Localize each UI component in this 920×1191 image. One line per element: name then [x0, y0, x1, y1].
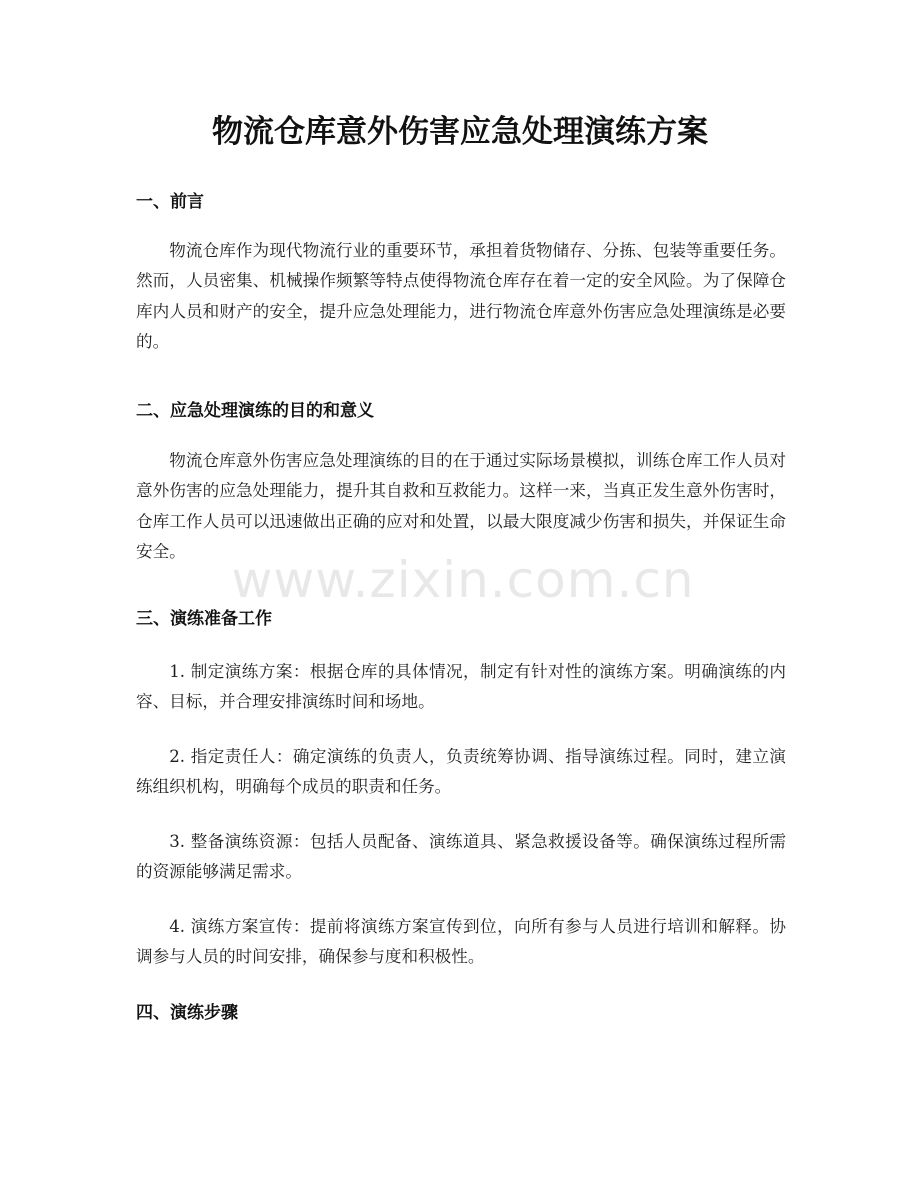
- list-item-preparation-1: 1. 制定演练方案：根据仓库的具体情况，制定有针对性的演练方案。明确演练的内容、目标，并合理安排演练时间和场地。: [136, 662, 786, 712]
- section-heading-preparation: 三、演练准备工作: [136, 609, 272, 629]
- list-item-preparation-4: 4. 演练方案宣传：提前将演练方案宣传到位，向所有参与人员进行培训和解释。协调参与人员的时间安排，确保参与度和积极性。: [136, 917, 786, 967]
- section-heading-preface: 一、前言: [136, 192, 204, 212]
- section-heading-purpose: 二、应急处理演练的目的和意义: [136, 401, 374, 421]
- list-item-preparation-3: 3. 整备演练资源：包括人员配备、演练道具、紧急救援设备等。确保演练过程所需的资源能够满足需求。: [136, 832, 786, 882]
- watermark: www.zixin.com.cn: [231, 551, 695, 609]
- page-title: 物流仓库意外伤害应急处理演练方案: [212, 114, 708, 150]
- paragraph-purpose: 物流仓库意外伤害应急处理演练的目的在于通过实际场景模拟，训练仓库工作人员对意外伤害的应急处理能力，提升其自救和互救能力。这样一来，当真正发生意外伤害时，仓库工作人员可以迅速做出正确的应对和处置，以最大限度减少伤害和损失，并保证生命安全。: [136, 451, 786, 561]
- list-item-preparation-2: 2. 指定责任人：确定演练的负责人，负责统筹协调、指导演练过程。同时，建立演练组织机构，明确每个成员的职责和任务。: [136, 747, 786, 797]
- section-heading-steps: 四、演练步骤: [136, 1003, 238, 1023]
- paragraph-preface: 物流仓库作为现代物流行业的重要环节，承担着货物储存、分拣、包装等重要任务。然而，人员密集、机械操作频繁等特点使得物流仓库存在着一定的安全风险。为了保障仓库内人员和财产的安全，提升应急处理能力，进行物流仓库意外伤害应急处理演练是必要的。: [136, 241, 786, 351]
